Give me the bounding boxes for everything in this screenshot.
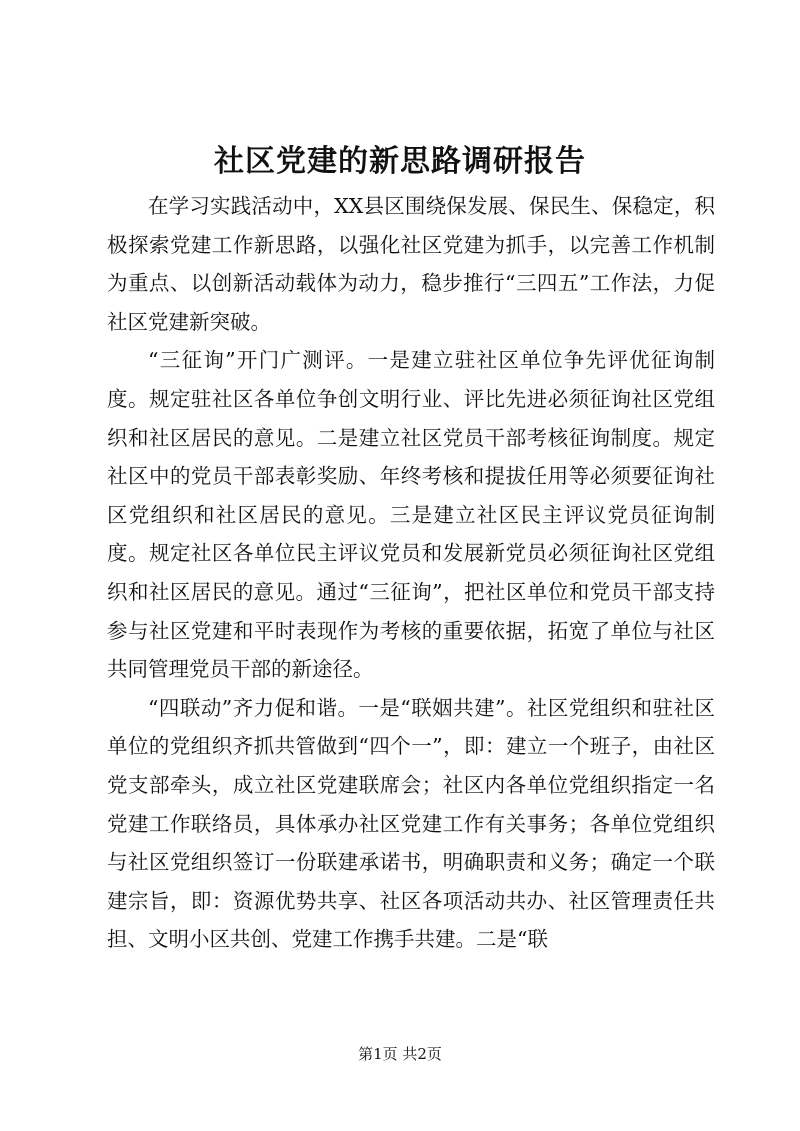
paragraph-three-consultations: “三征询”开门广测评。一是建立驻社区单位争先评优征询制度。规定驻社区各单位争创文明行业、评比先进必须征询社区党组织和社区居民的意见。二是建立社区党员干部考核征询制度。规定社区中的党员干部表彰奖励、年终考核和提拔任用等必须要征询社区党组织和社区居民的意见。三是建立社区民主评议党员征询制度。规定社区各单位民主评议党员和发展新党员必须征询社区党组织和社区居民的意见。通过“三征询”，把社区单位和党员干部支持参与社区党建和平时表现作为考核的重要依据，拓宽了单位与社区共同管理党员干部的新途径。 bbox=[107, 348, 715, 682]
page-footer: 第1页 共2页 bbox=[358, 1045, 442, 1063]
paragraph-four-linkages: “四联动”齐力促和谐。一是“联姻共建”。社区党组织和驻社区单位的党组织齐抓共管做到“四个一”，即：建立一个班子，由社区党支部牵头，成立社区党建联席会；社区内各单位党组织指定一名党建工作联络员，具体承办社区党建工作有关事务；各单位党组织与社区党组织签订一份联建承诺书，明确职责和义务；确定一个联建宗旨，即：资源优势共享、社区各项活动共办、社区管理责任共担、文明小区共创、党建工作携手共建。二是“联 bbox=[107, 695, 715, 952]
document-title: 社区党建的新思路调研报告 bbox=[214, 144, 586, 179]
document-body bbox=[107, 187, 715, 959]
paragraph-intro: 在学习实践活动中，XX县区围绕保发展、保民生、保稳定，积极探索党建工作新思路，以强化社区党建为抓手，以完善工作机制为重点、以创新活动载体为动力，稳步推行“三四五”工作法，力促社区党建新突破。 bbox=[107, 194, 715, 334]
